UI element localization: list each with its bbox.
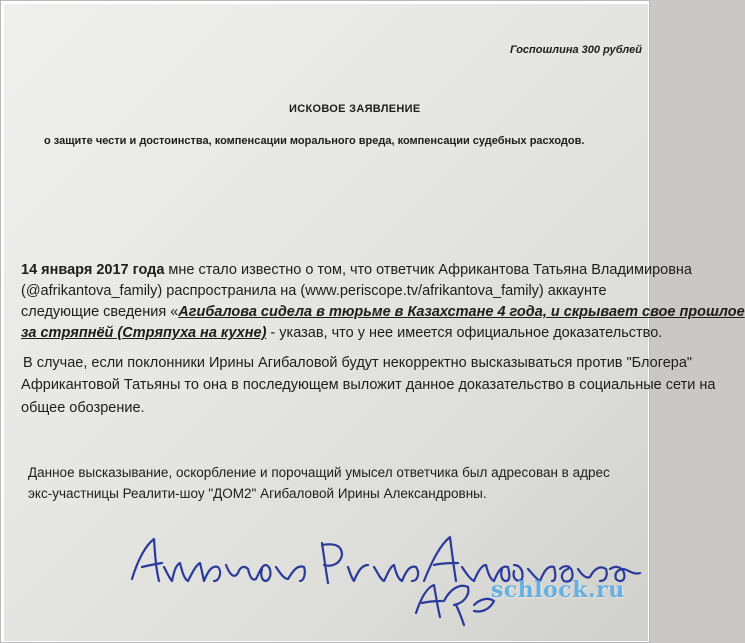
claim-date: 14 января 2017 года <box>21 262 165 278</box>
document-title: ИСКОВОЕ ЗАЯВЛЕНИЕ <box>289 103 421 115</box>
handwritten-signature <box>4 509 648 629</box>
paragraph-2-line-3: общее обозрение. <box>21 400 145 416</box>
document-subtitle: о защите чести и достоинства, компенсации морального вреда, компенсации судебных расходов. <box>44 135 585 147</box>
paragraph-3-line-2: экс-участницы Реалити-шоу "ДОМ2" Агибаловой Ирины Александровны. <box>28 486 487 501</box>
paragraph-3-line-1: Данное высказывание, оскорбление и порочащий умысел ответчика был адресован в адрес <box>28 465 610 480</box>
paragraph-1-line-1 <box>21 262 692 278</box>
paragraph-1-line-1-text: мне стало известно о том, что ответчик Африкантова Татьяна Владимировна <box>164 262 692 278</box>
signature-surname <box>132 539 305 581</box>
signature-first-name <box>322 543 418 583</box>
paragraph-1-line-3-text: следующие сведения « <box>21 304 179 320</box>
paragraph-2-line-1: В случае, если поклонники Ирины Агибаловой будут некорректно высказываться против "Блогера" <box>23 355 693 371</box>
signature-patronymic <box>424 537 640 582</box>
watermark: schlock.ru <box>491 577 625 603</box>
signature-initials <box>416 585 494 625</box>
state-fee-note: Госпошлина 300 рублей <box>510 44 642 56</box>
paragraph-1-line-3 <box>21 304 745 320</box>
quoted-statement-part-2: за стряпнёй (Стряпуха на кухне) <box>21 325 267 341</box>
document-page <box>4 4 745 641</box>
quoted-statement-part-1: Агибалова сидела в тюрьме в Казахстане 4 года, и скрывает свое прошлое <box>178 304 745 320</box>
paragraph-1-line-4 <box>21 325 662 341</box>
paragraph-1-line-4-text: - указав, что у нее имеется официальное доказательство. <box>266 325 663 341</box>
paragraph-1-line-2: (@afrikantova_family) распространила на (www.periscope.tv/afrikantova_family) аккаунте <box>21 283 607 299</box>
paragraph-2-line-2: Африкантовой Татьяны то она в последующем выложит данное доказательство в социальные сети на <box>21 377 716 393</box>
